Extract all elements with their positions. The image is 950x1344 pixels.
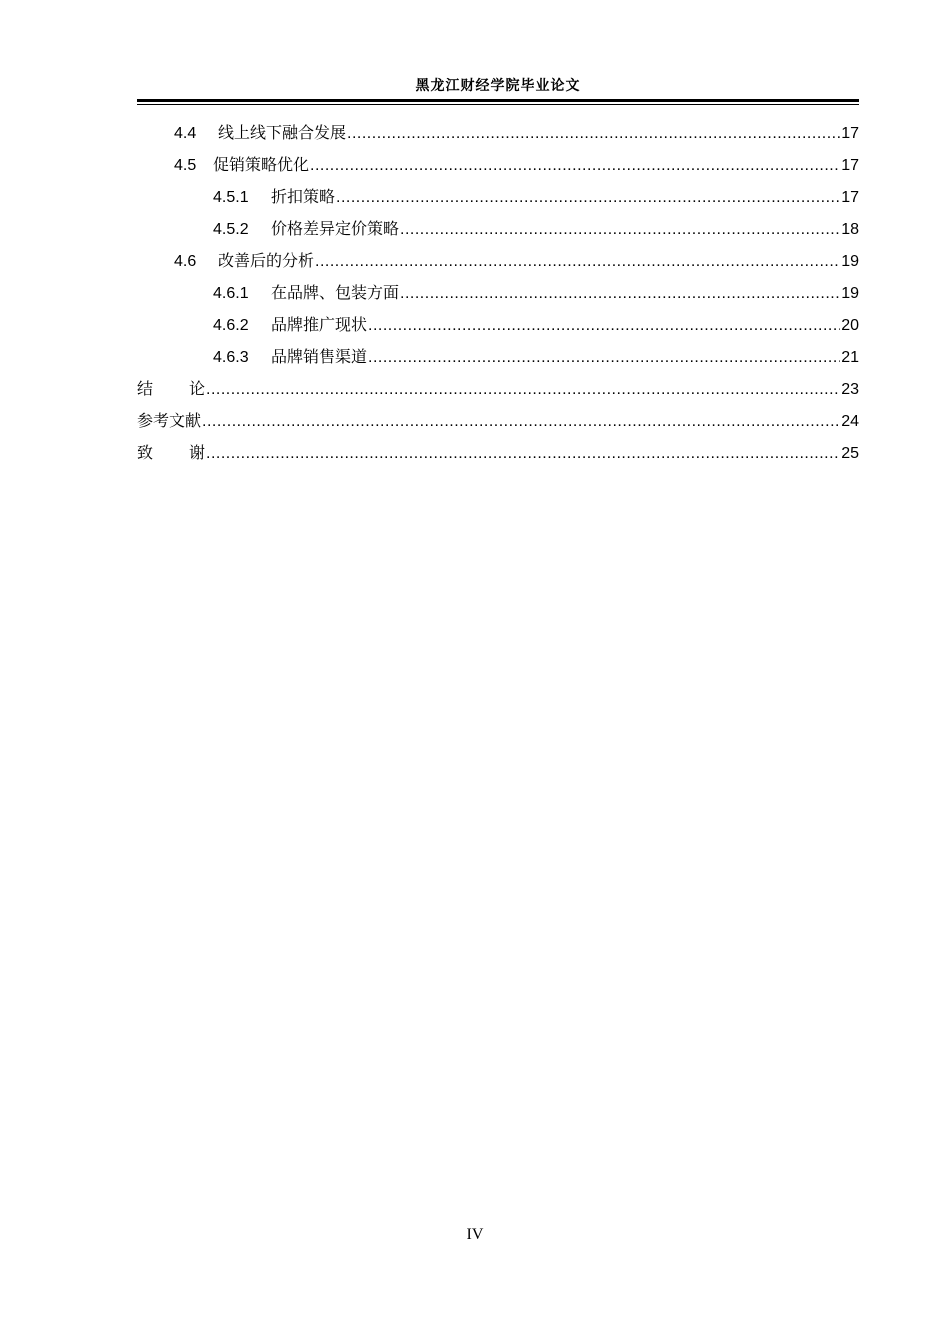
toc-entry-page: 20 <box>841 317 859 334</box>
toc-entry-number: 4.5.2 <box>213 221 249 238</box>
toc-entry-title: 致谢 <box>137 443 242 462</box>
toc-dot-leader <box>206 374 840 406</box>
toc-dot-leader <box>206 438 840 470</box>
page-number: IV <box>466 1226 484 1243</box>
toc-entry-title: 线上线下融合发展 <box>218 123 347 142</box>
toc-entry-page: 23 <box>841 381 859 398</box>
toc-entry-title: 品牌销售渠道 <box>271 347 368 366</box>
toc-entry-4-6-3[interactable] <box>137 341 859 373</box>
toc-entry-page: 17 <box>841 157 859 174</box>
toc-entry-page: 19 <box>841 285 859 302</box>
toc-dot-leader <box>315 246 840 278</box>
toc-entry-number: 4.5.1 <box>213 189 249 206</box>
toc-entry-4-6-1[interactable] <box>137 277 859 309</box>
toc-dot-leader <box>400 214 840 246</box>
toc-entry-page: 21 <box>841 349 859 366</box>
toc-dot-leader <box>202 406 840 438</box>
toc-entry-page: 19 <box>841 253 859 270</box>
toc-dot-leader <box>336 182 840 214</box>
toc-entry-page: 17 <box>841 189 859 206</box>
toc-dot-leader <box>368 310 840 342</box>
toc-entry-title: 在品牌、包装方面 <box>271 283 400 302</box>
toc-entry-conclusion[interactable] <box>137 373 859 405</box>
toc-entry-page: 25 <box>841 445 859 462</box>
header-rule-thin <box>137 104 859 105</box>
toc-entry-number: 4.5 <box>174 157 197 174</box>
toc-entry-title: 结论 <box>137 379 242 398</box>
toc-dot-leader <box>400 278 840 310</box>
toc-entry-title: 价格差异定价策略 <box>271 219 400 238</box>
toc-entry-number: 4.6.3 <box>213 349 249 366</box>
toc-entry-title: 折扣策略 <box>271 187 336 206</box>
toc-dot-leader <box>347 118 840 150</box>
toc-dot-leader <box>368 342 840 374</box>
toc-entry-page: 18 <box>841 221 859 238</box>
toc-entry-4-6-2[interactable] <box>137 309 859 341</box>
page-header-title: 黑龙江财经学院毕业论文 <box>415 78 581 94</box>
header-rule-thick <box>137 99 859 102</box>
toc-entry-references[interactable] <box>137 405 859 437</box>
toc-entry-title: 促销策略优化 <box>213 155 310 174</box>
toc-dot-leader <box>310 150 840 182</box>
toc-entry-page: 17 <box>841 125 859 142</box>
toc-entry-4-6[interactable] <box>137 245 859 277</box>
toc-entry-number: 4.4 <box>174 125 197 142</box>
toc-entry-page: 24 <box>841 413 859 430</box>
table-of-contents <box>137 117 859 469</box>
toc-entry-number: 4.6 <box>174 253 197 270</box>
toc-entry-title: 参考文献 <box>137 411 202 430</box>
toc-entry-number: 4.6.2 <box>213 317 249 334</box>
toc-entry-4-4[interactable] <box>137 117 859 149</box>
toc-entry-4-5[interactable] <box>137 149 859 181</box>
toc-entry-4-5-2[interactable] <box>137 213 859 245</box>
toc-entry-acknowledgements[interactable] <box>137 437 859 469</box>
toc-entry-title: 品牌推广现状 <box>271 315 368 334</box>
toc-entry-number: 4.6.1 <box>213 285 249 302</box>
toc-entry-4-5-1[interactable] <box>137 181 859 213</box>
toc-entry-title: 改善后的分析 <box>218 251 315 270</box>
